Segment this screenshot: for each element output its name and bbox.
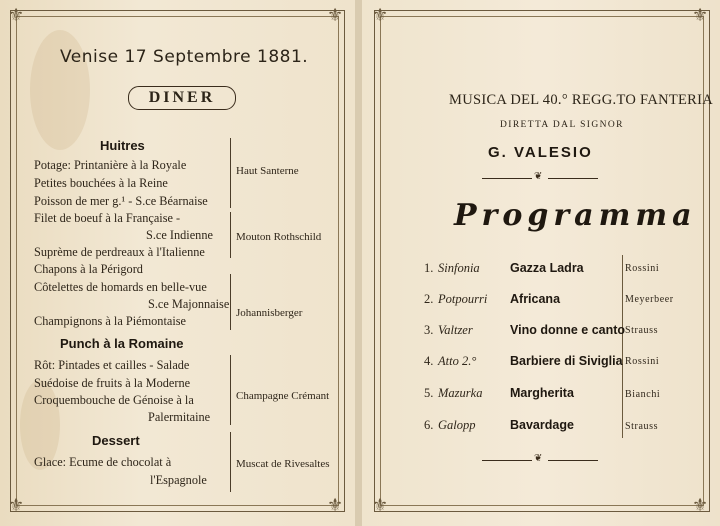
menu-dish: l'Espagnole bbox=[150, 473, 207, 487]
fleur-de-lis-corner-icon: ⚜ bbox=[372, 495, 389, 515]
fleur-de-lis-corner-icon: ⚜ bbox=[327, 495, 344, 515]
program-number: 6. bbox=[424, 418, 434, 432]
program-form: Galopp bbox=[438, 418, 476, 432]
programme-title: Programma bbox=[454, 198, 697, 233]
wine-divider bbox=[230, 432, 231, 492]
program-piece: Vino donne e canto bbox=[510, 323, 626, 337]
menu-dish: Suprème de perdreaux à l'Italienne bbox=[34, 245, 205, 259]
menu-dish: Petites bouchées à la Reine bbox=[34, 176, 168, 190]
section-punch: Punch à la Romaine bbox=[60, 336, 184, 351]
program-piece: Gazza Ladra bbox=[510, 261, 584, 275]
menu-dish: Palermitaine bbox=[148, 410, 211, 424]
flourish-ornament-icon: ❦ bbox=[534, 171, 543, 182]
menu-dish: Potage: Printanière à la Royale bbox=[34, 158, 187, 172]
wine-pairing: Mouton Rothschild bbox=[236, 231, 322, 243]
flourish-rule bbox=[548, 460, 598, 461]
program-piece: Margherita bbox=[510, 386, 574, 400]
program-number: 1. bbox=[424, 261, 434, 275]
fleur-de-lis-corner-icon: ⚜ bbox=[372, 5, 389, 25]
menu-dish: Glace: Ecume de chocolat à bbox=[34, 455, 172, 469]
program-form: Potpourri bbox=[438, 292, 488, 306]
fleur-de-lis-corner-icon: ⚜ bbox=[327, 5, 344, 25]
section-dessert: Dessert bbox=[92, 433, 140, 448]
conductor-name: G. VALESIO bbox=[488, 144, 593, 161]
menu-dish: Poisson de mer g.¹ - S.ce Béarnaise bbox=[34, 194, 208, 208]
menu-dish: Chapons à la Périgord bbox=[34, 262, 143, 276]
fleur-de-lis-corner-icon: ⚜ bbox=[8, 5, 25, 25]
program-composer: Strauss bbox=[625, 421, 659, 432]
wine-pairing: Haut Santerne bbox=[236, 165, 299, 177]
program-piece: Bavardage bbox=[510, 418, 574, 432]
program-composer: Rossini bbox=[625, 263, 660, 274]
menu-dish: S.ce Majonnaise bbox=[148, 297, 230, 311]
program-number: 5. bbox=[424, 386, 434, 400]
band-header: MUSICA DEL 40.° REGG.TO FANTERIA bbox=[449, 92, 714, 108]
program-piece: Africana bbox=[510, 292, 561, 306]
menu-dish: Côtelettes de homards en belle-vue bbox=[34, 280, 207, 294]
wine-divider bbox=[230, 212, 231, 258]
fleur-de-lis-corner-icon: ⚜ bbox=[692, 5, 709, 25]
program-piece: Barbiere di Siviglia bbox=[510, 354, 623, 368]
menu-dish: S.ce Indienne bbox=[146, 228, 213, 242]
program-form: Mazurka bbox=[438, 386, 483, 400]
program-number: 2. bbox=[424, 292, 434, 306]
menu-dish: Suédoise de fruits à la Moderne bbox=[34, 376, 191, 390]
program-form: Atto 2.° bbox=[438, 354, 477, 368]
program-composer: Rossini bbox=[625, 356, 660, 367]
composer-divider bbox=[622, 255, 623, 438]
menu-dish: Filet de boeuf à la Française - bbox=[34, 211, 181, 225]
wine-divider bbox=[230, 355, 231, 425]
flourish-ornament-icon: ❦ bbox=[534, 453, 543, 464]
menu-dish: Croquembouche de Génoise à la bbox=[34, 393, 194, 407]
program-form: Valtzer bbox=[438, 323, 473, 337]
fleur-de-lis-corner-icon: ⚜ bbox=[692, 495, 709, 515]
menu-date: Venise 17 Septembre 1881. bbox=[60, 47, 309, 67]
wine-pairing: Johannisberger bbox=[236, 307, 303, 319]
program-composer: Bianchi bbox=[625, 389, 661, 400]
menu-dish: Champignons à la Piémontaise bbox=[34, 314, 186, 328]
program-composer: Meyerbeer bbox=[625, 294, 674, 305]
section-huitres: Huitres bbox=[100, 138, 145, 153]
programme-card-right bbox=[362, 0, 720, 526]
flourish-rule bbox=[548, 178, 598, 179]
wine-divider bbox=[230, 274, 231, 330]
menu-dish: Rôt: Pintades et cailles - Salade bbox=[34, 358, 190, 372]
fleur-de-lis-corner-icon: ⚜ bbox=[8, 495, 25, 515]
program-composer: Strauss bbox=[625, 325, 659, 336]
wine-divider bbox=[230, 138, 231, 208]
flourish-rule bbox=[482, 178, 532, 179]
program-number: 4. bbox=[424, 354, 434, 368]
menu-card-left bbox=[0, 0, 355, 526]
conductor-intro: DIRETTA DAL SIGNOR bbox=[500, 120, 624, 130]
wine-pairing: Muscat de Rivesaltes bbox=[236, 458, 330, 470]
program-number: 3. bbox=[424, 323, 434, 337]
diner-heading: DINER bbox=[128, 86, 236, 110]
wine-pairing: Champagne Crémant bbox=[236, 390, 330, 402]
flourish-rule bbox=[482, 460, 532, 461]
program-form: Sinfonia bbox=[438, 261, 480, 275]
